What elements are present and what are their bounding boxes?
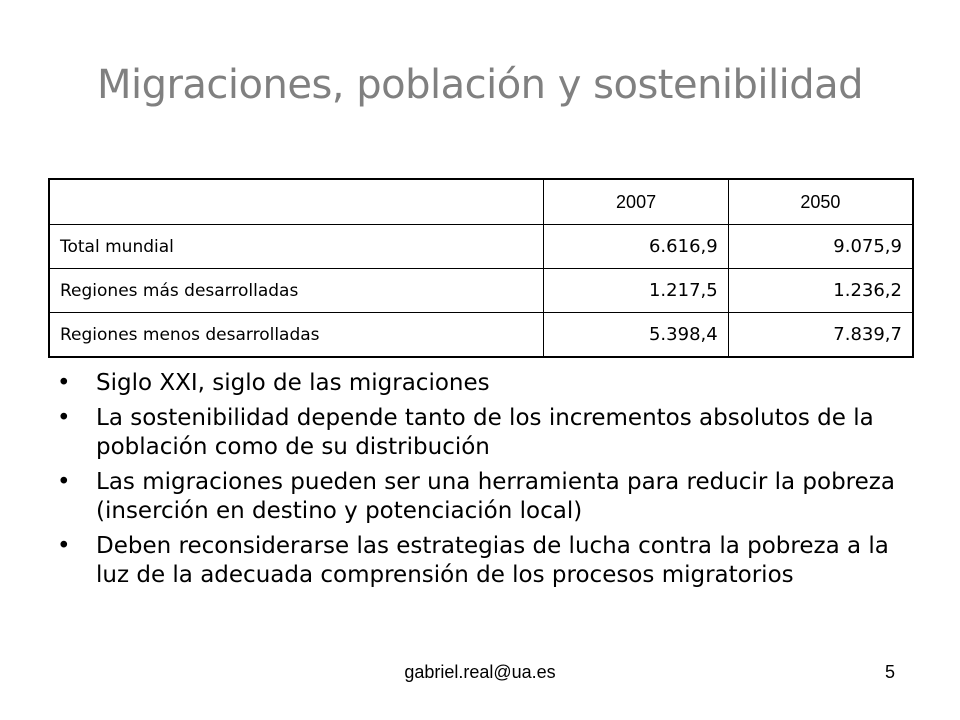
bullet-list bbox=[57, 369, 917, 596]
table-header-row bbox=[49, 179, 913, 225]
table-header-empty bbox=[49, 179, 544, 225]
row-value-2007: 1.217,5 bbox=[544, 269, 728, 313]
bullet-text: Las migraciones pueden ser una herramienta para reducir la pobreza (inserción en destino y potenciación local) bbox=[96, 469, 895, 524]
table-header-2007: 2007 bbox=[544, 179, 728, 225]
table-header-2050: 2050 bbox=[728, 179, 913, 225]
list-item bbox=[57, 369, 917, 398]
bullet-icon: • bbox=[57, 533, 71, 559]
row-label: Regiones menos desarrolladas bbox=[49, 313, 544, 358]
row-value-2050: 7.839,7 bbox=[728, 313, 913, 358]
row-label: Regiones más desarrolladas bbox=[49, 269, 544, 313]
page-number: 5 bbox=[885, 662, 896, 682]
bullet-text: Deben reconsiderarse las estrategias de lucha contra la pobreza a la luz de la adecuada comprensión de los procesos migratorios bbox=[96, 533, 889, 588]
list-item bbox=[57, 468, 917, 526]
slide-title: Migraciones, población y sostenibilidad bbox=[96, 62, 864, 108]
bullet-icon: • bbox=[57, 370, 71, 396]
bullet-text: La sostenibilidad depende tanto de los incrementos absolutos de la población como de su distribución bbox=[96, 405, 874, 460]
bullet-icon: • bbox=[57, 405, 71, 431]
row-value-2050: 1.236,2 bbox=[728, 269, 913, 313]
row-value-2050: 9.075,9 bbox=[728, 225, 913, 269]
row-value-2007: 5.398,4 bbox=[544, 313, 728, 358]
table-row bbox=[49, 225, 913, 269]
row-label: Total mundial bbox=[49, 225, 544, 269]
bullet-text: Siglo XXI, siglo de las migraciones bbox=[96, 370, 490, 396]
footer-email: gabriel.real@ua.es bbox=[404, 662, 556, 682]
table-row bbox=[49, 313, 913, 358]
list-item bbox=[57, 532, 917, 590]
list-item bbox=[57, 404, 917, 462]
bullet-icon: • bbox=[57, 469, 71, 495]
population-table bbox=[48, 178, 914, 358]
row-value-2007: 6.616,9 bbox=[544, 225, 728, 269]
table-row bbox=[49, 269, 913, 313]
